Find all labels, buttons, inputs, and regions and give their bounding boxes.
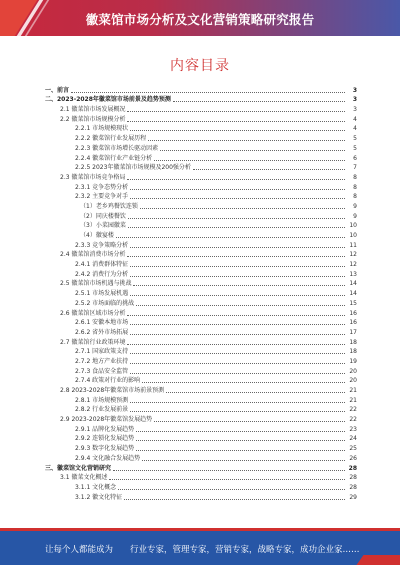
dot-leader — [127, 315, 345, 316]
dot-leader — [136, 431, 345, 432]
toc-entry — [45, 423, 357, 433]
toc-entry — [45, 365, 357, 375]
toc-entry-title: 2.7 徽菜馆行业政策环境 — [60, 338, 126, 346]
toc-entry-page-number: 15 — [349, 299, 357, 307]
toc-entry-page-number: 28 — [349, 483, 357, 491]
toc-entry — [45, 278, 357, 288]
toc-entry-page-number: 10 — [349, 232, 357, 239]
toc-entry-title: 2.3 徽菜馆市场竞争格局 — [60, 173, 126, 181]
toc-entry — [45, 404, 357, 414]
toc-entry-page-number: 20 — [349, 367, 357, 375]
toc-entry-page-number: 9 — [353, 212, 357, 220]
toc-entry — [45, 355, 357, 365]
toc-entry — [45, 152, 357, 162]
toc-entry — [45, 442, 357, 452]
toc-entry-page-number: 4 — [353, 125, 357, 133]
toc-entry-page-number: 16 — [349, 309, 357, 317]
toc-entry-title: 2.8 2023-2028年徽菜馆市场前景预测 — [60, 387, 165, 394]
toc-entry-page-number: 11 — [349, 241, 357, 249]
toc-entry-title: （4）徽宴楼 — [80, 232, 114, 239]
toc-entry — [45, 84, 357, 94]
toc-entry-page-number: 22 — [349, 406, 357, 414]
dot-leader — [133, 285, 345, 286]
report-title: 徽菜馆市场分析及文化营销策略研究报告 — [85, 12, 315, 27]
dot-leader — [127, 256, 345, 257]
toc-entry-page-number: 18 — [349, 348, 357, 356]
toc-entry-page-number: 3 — [353, 106, 357, 114]
toc-entry-page-number: 3 — [352, 86, 357, 94]
dot-leader — [130, 353, 345, 354]
toc-entry-page-number: 25 — [349, 445, 357, 453]
dot-leader — [160, 150, 345, 151]
toc-entry-page-number: 21 — [349, 387, 357, 394]
dot-leader — [166, 392, 345, 393]
toc-entry-page-number: 8 — [353, 183, 357, 191]
dot-leader — [113, 470, 345, 471]
toc-entry — [45, 103, 357, 113]
toc-entry — [45, 433, 357, 443]
toc-entry-page-number: 24 — [349, 435, 357, 443]
dot-leader — [128, 227, 345, 228]
footer-banner — [0, 528, 400, 565]
toc-entry-title: 2.9.4 文化融合发展趋势 — [75, 454, 141, 462]
toc-entry-page-number: 21 — [349, 396, 357, 404]
toc-entry-title: 2.7.2 地方产业扶持 — [75, 357, 129, 365]
dot-leader — [130, 266, 345, 267]
toc-entry-title: 2.2.1 市场规模现状 — [75, 125, 129, 133]
dot-leader — [148, 140, 345, 141]
toc-entry-title: 2.5 徽菜馆市场机遇与挑战 — [60, 280, 132, 288]
dot-leader — [128, 218, 345, 219]
toc-entry — [45, 249, 357, 259]
toc-entry-title: 2.2 徽菜馆市场规模分析 — [60, 115, 126, 123]
toc-entry-title: 2.9.1 品牌化发展趋势 — [75, 425, 135, 433]
toc-entry-title: （2）同庆楼餐饮 — [80, 212, 126, 220]
toc-entry — [45, 162, 357, 172]
toc-entry — [45, 94, 357, 104]
dot-leader — [154, 160, 345, 161]
footer-accent-bar — [0, 528, 400, 531]
dot-leader — [136, 450, 345, 451]
dot-leader — [130, 295, 345, 296]
toc-entry-page-number: 20 — [349, 377, 357, 385]
toc-entry-title: 2.8.2 行业发展前景 — [75, 406, 129, 414]
toc-entry-title: 2.3.3 竞争策略分析 — [75, 241, 129, 249]
toc-entry-title: 2.2.5 2023年徽菜馆市场规模及200强分析 — [75, 164, 191, 172]
toc-entry-title: 2.5.1 市场发展机遇 — [75, 290, 129, 298]
dot-leader — [130, 402, 345, 403]
toc-entry-page-number: 4 — [353, 115, 357, 123]
toc-entry — [45, 375, 357, 385]
dot-leader — [130, 334, 345, 335]
toc-entry — [45, 317, 357, 327]
toc-entry-title: 2.9 2023-2028年徽菜馆发展趋势 — [60, 416, 153, 424]
toc-entry-title: （1）老乡鸡餐饮连锁 — [80, 202, 138, 210]
toc-entry-page-number: 16 — [349, 319, 357, 327]
toc-entry — [45, 229, 357, 239]
toc-entry-title: 2.3.2 主要竞争对手 — [75, 193, 129, 201]
toc-entry-title: 2.3.1 竞争态势分析 — [75, 183, 129, 191]
toc-entry — [45, 142, 357, 152]
title-banner — [0, 0, 400, 36]
toc-entry — [45, 268, 357, 278]
dot-leader — [193, 169, 345, 170]
toc-entry-page-number: 6 — [353, 154, 357, 162]
toc-entry — [45, 462, 357, 472]
toc-entry — [45, 413, 357, 423]
toc-entry-page-number: 12 — [349, 251, 357, 259]
toc-entry-page-number: 14 — [349, 280, 357, 288]
dot-leader — [116, 237, 345, 238]
toc-entry-page-number: 5 — [353, 135, 357, 143]
toc-entry-title: 一、前言 — [45, 86, 70, 94]
dot-leader — [136, 305, 345, 306]
toc-entry — [45, 181, 357, 191]
dot-leader — [130, 247, 345, 248]
dot-leader — [127, 121, 345, 122]
dot-leader — [130, 276, 345, 277]
toc-entry-page-number: 7 — [353, 164, 357, 172]
toc-entry-title: 2.6.2 省外市场拓展 — [75, 328, 129, 336]
dot-leader — [130, 324, 345, 325]
dot-leader — [130, 363, 345, 364]
toc-entry — [45, 394, 357, 404]
toc-entry-page-number: 17 — [349, 328, 357, 336]
toc-entry-page-number: 12 — [349, 261, 357, 269]
dot-leader — [127, 179, 345, 180]
toc-entry — [45, 326, 357, 336]
footer-slogan-left: 让每个人都能成为 — [45, 545, 114, 555]
toc-entry-page-number: 23 — [349, 425, 357, 433]
dot-leader — [130, 373, 345, 374]
toc-entry — [45, 200, 357, 210]
toc-entry — [45, 491, 357, 501]
toc-entry-page-number: 29 — [349, 493, 357, 501]
footer-slogan-right: 行业专家，管理专家，营销专家，战略专家，成功企业家…… — [130, 545, 360, 555]
toc-entry-title: 2.6.1 安徽本地市场 — [75, 319, 129, 327]
toc-entry — [45, 113, 357, 123]
dot-leader — [154, 421, 345, 422]
dot-leader — [127, 344, 345, 345]
toc-entry — [45, 287, 357, 297]
dot-leader — [142, 460, 345, 461]
toc-entry-title: 2.8.1 市场规模预测 — [75, 396, 129, 404]
toc-entry — [45, 171, 357, 181]
toc-entry-title: （3）小菜园徽菜 — [80, 222, 126, 230]
toc-entry-title: 2.4.2 消费行为分析 — [75, 270, 129, 278]
toc-entry-page-number: 26 — [349, 454, 357, 462]
toc-entry-title: 2.5.2 市场面临的挑战 — [75, 299, 135, 307]
toc-entry-title: 2.4.1 消费群体特征 — [75, 261, 129, 269]
dot-leader — [130, 411, 345, 412]
toc-entry-title: 2.1 徽菜馆市场发展概况 — [60, 106, 126, 114]
toc-entry-title: 2.6 徽菜馆区域市场分析 — [60, 309, 126, 317]
toc-entry — [45, 346, 357, 356]
toc-entry-page-number: 22 — [349, 416, 357, 424]
toc-entry-title: 2.7.4 政策对行业的影响 — [75, 377, 141, 385]
dot-leader — [118, 489, 345, 490]
toc-entry-page-number: 14 — [349, 290, 357, 298]
toc-entry — [45, 258, 357, 268]
dot-leader — [173, 101, 345, 102]
table-of-contents — [45, 84, 357, 501]
toc-entry — [45, 336, 357, 346]
toc-entry-title: 2.7.1 国家政策支持 — [75, 348, 129, 356]
toc-entry-page-number: 19 — [349, 357, 357, 365]
dot-leader — [71, 92, 345, 93]
toc-entry — [45, 220, 357, 230]
toc-entry — [45, 239, 357, 249]
toc-entry-title: 2.2.4 徽菜馆行业产业链分析 — [75, 154, 153, 162]
toc-entry-title: 二、2023-2028年徽菜馆市场前景及趋势预测 — [45, 96, 171, 104]
dot-leader — [124, 499, 345, 500]
dot-leader — [127, 111, 345, 112]
toc-heading: 内容目录 — [170, 58, 230, 74]
toc-entry-page-number: 28 — [348, 464, 357, 472]
toc-entry-title: 2.9.3 数字化发展趋势 — [75, 445, 135, 453]
toc-entry — [45, 210, 357, 220]
toc-entry-page-number: 9 — [353, 202, 357, 210]
toc-entry — [45, 384, 357, 394]
dot-leader — [142, 382, 345, 383]
toc-entry — [45, 297, 357, 307]
toc-entry — [45, 191, 357, 201]
footer-accent-corner — [356, 555, 400, 565]
toc-entry-title: 2.4 徽菜馆消费市场分析 — [60, 251, 126, 259]
toc-entry-title: 2.9.2 连锁化发展趋势 — [75, 435, 135, 443]
toc-entry-page-number: 18 — [349, 338, 357, 346]
toc-entry — [45, 123, 357, 133]
toc-entry — [45, 481, 357, 491]
toc-entry-page-number: 13 — [349, 270, 357, 278]
dot-leader — [136, 440, 345, 441]
dot-leader — [140, 208, 345, 209]
toc-entry — [45, 132, 357, 142]
toc-entry-page-number: 8 — [353, 173, 357, 181]
toc-entry-page-number: 3 — [352, 96, 357, 104]
toc-entry-title: 3.1 徽菜文化概述 — [60, 474, 108, 482]
toc-entry-page-number: 10 — [349, 222, 357, 230]
toc-entry-title: 2.7.3 食品安全监管 — [75, 367, 129, 375]
toc-entry — [45, 307, 357, 317]
toc-entry-title: 2.2.3 徽菜馆市场增长驱动因素 — [75, 144, 159, 152]
dot-leader — [130, 198, 345, 199]
toc-entry-title: 3.1.1 文化概念 — [75, 483, 117, 491]
dot-leader — [130, 130, 345, 131]
toc-entry-page-number: 5 — [353, 144, 357, 152]
toc-entry-title: 2.2.2 徽菜馆行业发展历程 — [75, 135, 147, 143]
toc-entry-page-number: 28 — [349, 474, 357, 482]
toc-entry-title: 三、徽菜馆文化营销研究 — [45, 464, 112, 472]
toc-entry — [45, 472, 357, 482]
dot-leader — [109, 479, 345, 480]
dot-leader — [130, 189, 345, 190]
toc-entry — [45, 452, 357, 462]
toc-entry-title: 3.1.2 徽文化特征 — [75, 493, 123, 501]
toc-entry-page-number: 8 — [353, 193, 357, 201]
